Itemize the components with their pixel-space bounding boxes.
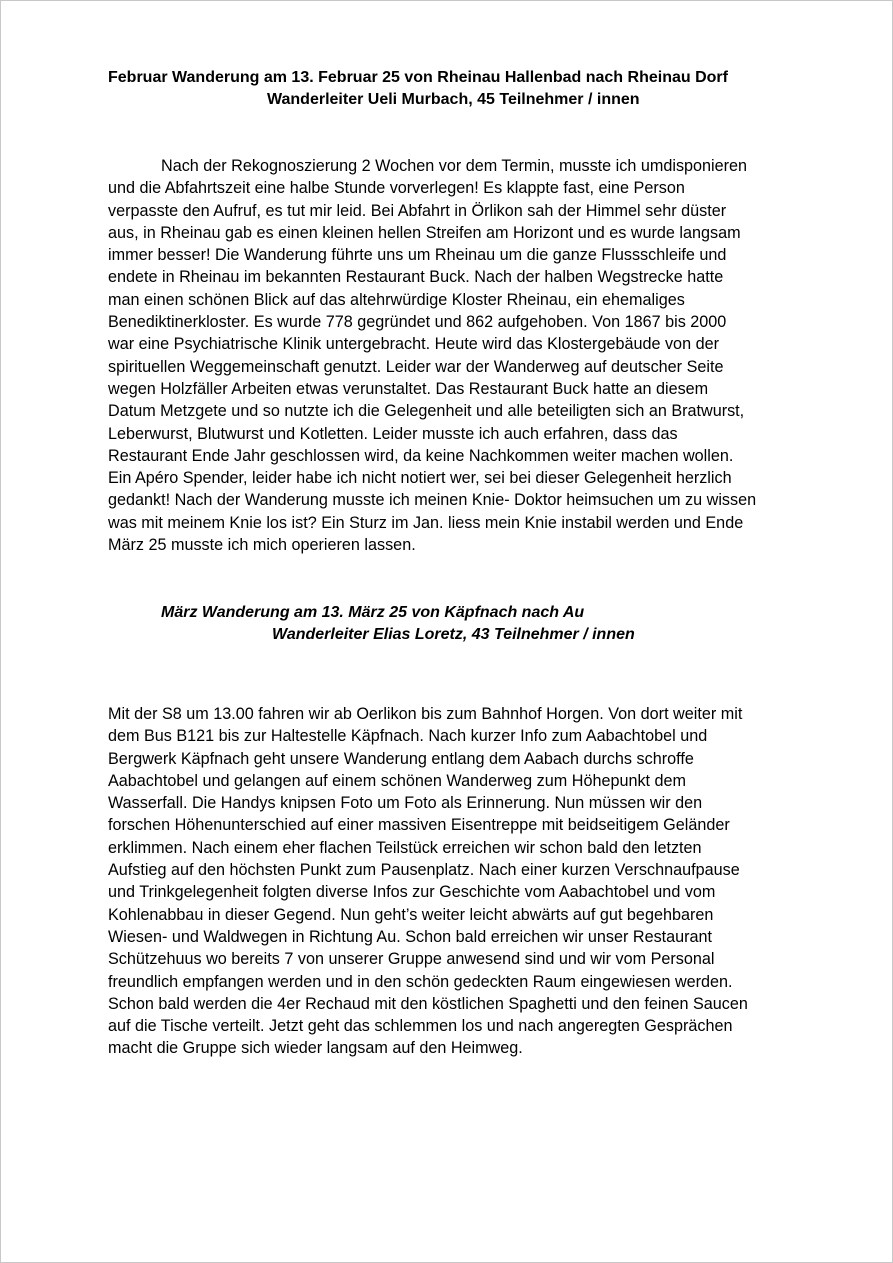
body-line: endete in Rheinau im bekannten Restaurant Buck. Nach der halben Wegstrecke hatte: [108, 268, 724, 287]
body-line: Nach der Rekognoszierung 2 Wochen vor dem Termin, musste ich umdisponieren: [161, 157, 748, 175]
body-line: Datum Metzgete und so nutzte ich die Gelegenheit und alle beteiligten sich an Bratwurst,: [108, 402, 745, 421]
body-line: Restaurant Ende Jahr geschlossen wird, da keine Nachkommen weiter machen wollen.: [108, 446, 734, 465]
body-line: Bergwerk Käpfnach geht unsere Wanderung entlang dem Aabach durchs schroffe: [108, 749, 694, 768]
body-line: und die Abfahrtszeit eine halbe Stunde vorverlegen! Es klappte fast, eine Person: [108, 179, 685, 198]
body-line: macht die Gruppe sich wieder langsam auf den Heimweg.: [108, 1039, 523, 1058]
body-line: Aufstieg auf den höchsten Punkt zum Pausenplatz. Nach einer kurzen Verschnaufpause: [108, 861, 740, 880]
body-line: war eine Psychiatrische Klinik untergebracht. Heute wird das Klostergebäude von der: [108, 335, 719, 354]
section1-body: [108, 155, 843, 556]
body-line: auf die Tische verteilt. Jetzt geht das schlemmen los und nach angeregten Gesprächen: [108, 1017, 733, 1036]
section1-title: Februar Wanderung am 13. Februar 25 von Rheinau Hallenbad nach Rheinau Dorf: [108, 69, 728, 86]
body-line: Leberwurst, Blutwurst und Kotletten. Leider musste ich auch erfahren, dass das: [108, 424, 678, 443]
body-line: gedankt! Nach der Wanderung musste ich meinen Knie- Doktor heimsuchen um zu wissen: [108, 491, 757, 510]
body-line: aus, in Rheinau gab es einen kleinen hellen Streifen am Horizont und es wurde langsam: [108, 223, 741, 242]
body-line: Benediktinerkloster. Es wurde 778 gegründet und 862 aufgehoben. Von 1867 bis 2000: [108, 313, 727, 332]
body-line: freundlich empfangen werden und in den schön gedeckten Raum eingewiesen werden.: [108, 972, 733, 991]
body-line: März 25 musste ich mich operieren lassen.: [108, 536, 416, 555]
body-line: forschen Höhenunterschied auf einer massiven Eisentreppe mit beidseitigem Geländer: [108, 816, 730, 835]
body-line: Mit der S8 um 13.00 fahren wir ab Oerlikon bis zum Bahnhof Horgen. Von dort weiter mit: [108, 705, 743, 723]
section2-leader: Wanderleiter Elias Loretz, 43 Teilnehmer / innen: [272, 626, 635, 643]
body-line: und Trinkgelegenheit folgten diverse Infos zur Geschichte vom Aabachtobel und vom: [108, 883, 716, 902]
body-line: man einen schönen Blick auf das altehrwürdige Kloster Rheinau, ein ehemaliges: [108, 290, 685, 309]
body-line: verpasste den Aufruf, es tut mir leid. Bei Abfahrt in Örlikon sah der Himmel sehr düster: [108, 201, 727, 220]
body-line: wegen Holzfäller Arbeiten etwas verunstaltet. Das Restaurant Buck hatte an diesem: [108, 379, 709, 398]
body-line: Kohlenabbau in dieser Gegend. Nun geht’s weiter leicht abwärts auf gut begehbaren: [108, 905, 714, 924]
body-line: Ein Apéro Spender, leider habe ich nicht notiert wer, sei bei dieser Gelegenheit herzlich: [108, 469, 732, 488]
body-line: Aabachtobel und gelangen auf einem schönen Wanderweg zum Höhepunkt dem: [108, 771, 687, 790]
body-line: dem Bus B121 bis zur Haltestelle Käpfnach. Nach kurzer Info zum Aabachtobel und: [108, 727, 708, 746]
section2-body: [108, 703, 843, 1060]
body-line: immer besser! Die Wanderung führte uns um Rheinau um die ganze Flussschleife und: [108, 246, 727, 265]
body-line: spirituellen Weggemeinschaft genutzt. Leider war der Wanderweg auf deutscher Seite: [108, 357, 724, 376]
body-line: Schon bald werden die 4er Rechaud mit den köstlichen Spaghetti und den feinen Saucen: [108, 994, 748, 1013]
body-line: Wasserfall. Die Handys knipsen Foto um Foto als Erinnerung. Nun müssen wir den: [108, 794, 703, 813]
section1-leader: Wanderleiter Ueli Murbach, 45 Teilnehmer / innen: [267, 91, 640, 108]
body-line: Schützehuus wo bereits 7 von unserer Gruppe anwesend sind und wir vom Personal: [108, 950, 715, 969]
body-line: Wiesen- und Waldwegen in Richtung Au. Schon bald erreichen wir unser Restaurant: [108, 927, 713, 946]
body-line: was mit meinem Knie los ist? Ein Sturz im Jan. liess mein Knie instabil werden und Ende: [108, 513, 744, 532]
section2-title: März Wanderung am 13. März 25 von Käpfnach nach Au: [161, 604, 585, 621]
body-line: erklimmen. Nach einem eher flachen Teilstück erreichen wir schon bald den letzten: [108, 838, 702, 857]
